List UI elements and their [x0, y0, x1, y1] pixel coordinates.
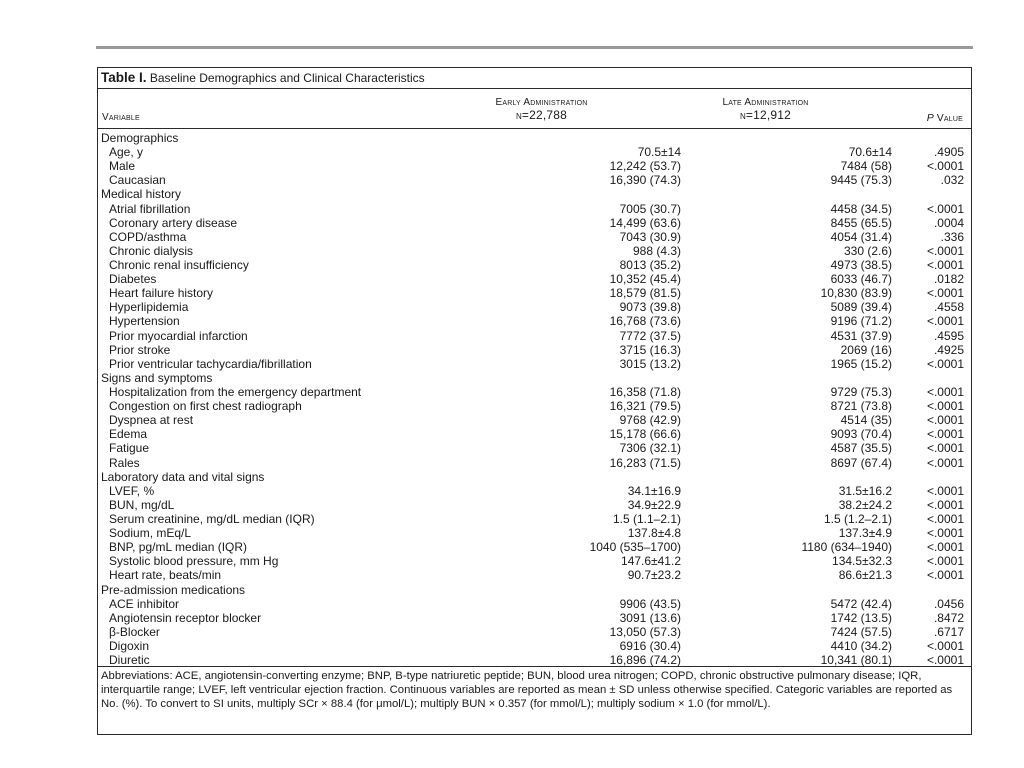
- late-value: 9196 (71.2): [830, 314, 892, 329]
- row-label: Fatigue: [109, 441, 150, 456]
- row-label: BUN, mg/dL: [109, 497, 175, 512]
- row-label: Laboratory data and vital signs: [101, 469, 265, 484]
- table-row: [98, 639, 971, 653]
- table-row: [98, 441, 971, 455]
- row-label: LVEF, %: [109, 483, 155, 498]
- late-value: 137.3±4.9: [838, 526, 892, 541]
- row-label: Atrial fibrillation: [109, 201, 191, 216]
- late-value: 8455 (65.5): [830, 215, 892, 230]
- late-value: 5089 (39.4): [830, 300, 892, 315]
- early-value: 3015 (13.2): [619, 356, 681, 371]
- early-value: 16,768 (73.6): [609, 314, 681, 329]
- p-value: .4905: [933, 145, 964, 160]
- row-label: Age, y: [109, 145, 144, 160]
- header-late: [688, 96, 843, 122]
- header-late-label: Late Administration: [722, 97, 809, 108]
- early-value: 7005 (30.7): [619, 201, 681, 216]
- table-row: [98, 653, 971, 667]
- late-value: 7484 (58): [840, 159, 892, 174]
- p-value: .0004: [933, 215, 964, 230]
- p-value: .8472: [933, 610, 964, 625]
- late-value: 86.6±21.3: [838, 568, 892, 583]
- header-p-letter: P: [926, 112, 934, 124]
- early-value: 9768 (42.9): [619, 413, 681, 428]
- early-value: 34.9±22.9: [627, 497, 681, 512]
- row-label: Angiotensin receptor blocker: [109, 610, 262, 625]
- table-row: [98, 498, 971, 512]
- late-value: 7424 (57.5): [830, 624, 892, 639]
- p-value: <.0001: [926, 356, 964, 371]
- table-body: [98, 129, 971, 667]
- row-label: Heart rate, beats/min: [109, 568, 222, 583]
- section-row: [98, 583, 971, 597]
- late-value: 4973 (38.5): [830, 257, 892, 272]
- header-early: [464, 96, 619, 122]
- row-label: Diabetes: [109, 272, 157, 287]
- p-value: <.0001: [926, 554, 964, 569]
- early-value: 7772 (37.5): [619, 328, 681, 343]
- row-label: Chronic dialysis: [109, 243, 194, 258]
- early-value: 8013 (35.2): [619, 257, 681, 272]
- table-row: [98, 611, 971, 625]
- early-value: 988 (4.3): [632, 243, 681, 258]
- early-value: 16,896 (74.2): [609, 653, 681, 668]
- p-value: <.0001: [926, 314, 964, 329]
- late-value: 4410 (34.2): [830, 638, 892, 653]
- row-label: Prior myocardial infarction: [109, 328, 248, 343]
- top-rule: [96, 46, 973, 49]
- row-label: Diuretic: [109, 653, 150, 668]
- row-label: Coronary artery disease: [109, 215, 238, 230]
- late-value: 1742 (13.5): [830, 610, 892, 625]
- p-value: .4558: [933, 300, 964, 315]
- late-value: 9093 (70.4): [830, 427, 892, 442]
- early-value: 34.1±16.9: [627, 483, 681, 498]
- p-value: .0182: [933, 272, 964, 287]
- row-label: Congestion on first chest radiograph: [109, 399, 302, 414]
- row-label: β-Blocker: [109, 624, 160, 639]
- section-row: [98, 187, 971, 201]
- late-value: 5472 (42.4): [830, 596, 892, 611]
- row-label: Demographics: [101, 131, 179, 145]
- early-value: 7306 (32.1): [619, 441, 681, 456]
- early-value: 10,352 (45.4): [609, 272, 681, 287]
- early-value: 13,050 (57.3): [609, 624, 681, 639]
- early-value: 9073 (39.8): [619, 300, 681, 315]
- early-value: 16,321 (79.5): [609, 399, 681, 414]
- row-label: Serum creatinine, mg/dL median (IQR): [109, 511, 315, 526]
- table-row: [98, 427, 971, 441]
- p-value: .4595: [933, 328, 964, 343]
- table-row: [98, 484, 971, 498]
- row-label: Hypertension: [109, 314, 180, 329]
- late-value: 70.6±14: [848, 145, 892, 160]
- header-p-rest: Value: [936, 112, 963, 124]
- early-value: 15,178 (66.6): [609, 427, 681, 442]
- p-value: <.0001: [926, 257, 964, 272]
- p-value: .0456: [933, 596, 964, 611]
- row-label: Signs and symptoms: [101, 370, 213, 385]
- table-row: [98, 526, 971, 540]
- table-title: [98, 68, 971, 89]
- table-row: [98, 173, 971, 187]
- p-value: <.0001: [926, 399, 964, 414]
- row-label: COPD/asthma: [109, 229, 187, 244]
- early-value: 16,390 (74.3): [609, 173, 681, 188]
- p-value: .4925: [933, 342, 964, 357]
- table-footnote: Abbreviations: ACE, angiotensin-converting enzyme; BNP, B-type natriuretic peptide; BUN, blood urea nitrogen; COPD, chronic obstructive pulmonary disease; IQR, interquartile range; LVEF, left ventricular ejection fraction. Continuous variables are reported as mean ± SD unless otherwise specified. Categoric variables are reported as No. (%). To convert to SI units, multiply SCr × 88.4 (for μmol/L); multiply BUN × 0.357 (for mmol/L); multiply sodium × 1.0 (for mmol/L).: [101, 670, 953, 711]
- row-label: Hospitalization from the emergency department: [109, 384, 362, 399]
- late-value: 134.5±32.3: [832, 554, 892, 569]
- row-label: Heart failure history: [109, 286, 214, 301]
- p-value: <.0001: [926, 483, 964, 498]
- p-value: <.0001: [926, 243, 964, 258]
- table-row: [98, 625, 971, 639]
- late-value: 9445 (75.3): [830, 173, 892, 188]
- table-row: [98, 216, 971, 230]
- late-value: 10,341 (80.1): [820, 653, 892, 668]
- table-row: [98, 145, 971, 159]
- late-value: 10,830 (83.9): [820, 286, 892, 301]
- p-value: <.0001: [926, 653, 964, 668]
- table-row: [98, 244, 971, 258]
- row-label: Sodium, mEq/L: [109, 526, 192, 541]
- table-row: [98, 456, 971, 470]
- early-value: 14,499 (63.6): [609, 215, 681, 230]
- early-value: 18,579 (81.5): [609, 286, 681, 301]
- early-value: 70.5±14: [637, 145, 681, 160]
- late-value: 1.5 (1.2–2.1): [823, 511, 892, 526]
- table-row: [98, 202, 971, 216]
- table-row: [98, 230, 971, 244]
- early-value: 3715 (16.3): [619, 342, 681, 357]
- late-value: 1180 (634–1940): [801, 540, 892, 555]
- table-caption: Baseline Demographics and Clinical Characteristics: [149, 71, 425, 85]
- row-label: Hyperlipidemia: [109, 300, 189, 315]
- early-value: 16,283 (71.5): [609, 455, 681, 470]
- p-value: <.0001: [926, 384, 964, 399]
- table-row: [98, 272, 971, 286]
- table-row: [98, 413, 971, 427]
- row-label: Male: [109, 159, 136, 174]
- p-value: <.0001: [926, 286, 964, 301]
- row-label: ACE inhibitor: [109, 596, 180, 611]
- table-row: [98, 540, 971, 554]
- p-value: <.0001: [926, 568, 964, 583]
- row-label: Pre-admission medications: [101, 582, 246, 597]
- header-p-value: [927, 112, 963, 124]
- late-value: 31.5±16.2: [838, 483, 892, 498]
- table-row: [98, 399, 971, 413]
- table-number: Table I.: [101, 70, 147, 85]
- early-value: 9906 (43.5): [619, 596, 681, 611]
- table-row: [98, 597, 971, 611]
- row-label: Rales: [109, 455, 140, 470]
- early-value: 16,358 (71.8): [609, 384, 681, 399]
- header-early-label: Early Administration: [495, 97, 588, 108]
- header-early-n: n=22,788: [515, 108, 568, 122]
- early-value: 12,242 (53.7): [609, 159, 681, 174]
- p-value: <.0001: [926, 511, 964, 526]
- table-row: [98, 286, 971, 300]
- p-value: <.0001: [926, 526, 964, 541]
- row-label: Systolic blood pressure, mm Hg: [109, 554, 279, 569]
- early-value: 147.6±41.2: [621, 554, 681, 569]
- table-row: [98, 300, 971, 314]
- early-value: 137.8±4.8: [627, 526, 681, 541]
- p-value: <.0001: [926, 441, 964, 456]
- section-row: [98, 470, 971, 484]
- late-value: 4514 (35): [840, 413, 892, 428]
- early-value: 1.5 (1.1–2.1): [612, 511, 681, 526]
- row-label: BNP, pg/mL median (IQR): [109, 540, 248, 555]
- row-label: Edema: [109, 427, 148, 442]
- p-value: <.0001: [926, 159, 964, 174]
- late-value: 1965 (15.2): [830, 356, 892, 371]
- p-value: <.0001: [926, 455, 964, 470]
- row-label: Prior ventricular tachycardia/fibrillation: [109, 356, 312, 371]
- p-value: <.0001: [926, 497, 964, 512]
- row-label: Chronic renal insufficiency: [109, 257, 249, 272]
- section-row: [98, 371, 971, 385]
- late-value: 9729 (75.3): [830, 384, 892, 399]
- late-value: 4054 (31.4): [830, 229, 892, 244]
- late-value: 2069 (16): [840, 342, 892, 357]
- table-row: [98, 159, 971, 173]
- section-row: [98, 131, 971, 145]
- p-value: .336: [940, 229, 964, 244]
- p-value: <.0001: [926, 540, 964, 555]
- row-label: Prior stroke: [109, 342, 171, 357]
- table-row: [98, 554, 971, 568]
- table-row: [98, 314, 971, 328]
- early-value: 90.7±23.2: [627, 568, 681, 583]
- p-value: .032: [940, 173, 964, 188]
- early-value: 1040 (535–1700): [589, 540, 681, 555]
- table-row: [98, 258, 971, 272]
- late-value: 4587 (35.5): [830, 441, 892, 456]
- table-row: [98, 512, 971, 526]
- late-value: 6033 (46.7): [830, 272, 892, 287]
- late-value: 4531 (37.9): [830, 328, 892, 343]
- table-row: [98, 343, 971, 357]
- row-label: Medical history: [101, 187, 182, 202]
- row-label: Dyspnea at rest: [109, 413, 194, 428]
- table-header: [98, 89, 971, 129]
- row-label: Digoxin: [109, 638, 150, 653]
- p-value: <.0001: [926, 201, 964, 216]
- row-label: Caucasian: [109, 173, 166, 188]
- p-value: .6717: [933, 624, 964, 639]
- table-row: [98, 568, 971, 582]
- early-value: 3091 (13.6): [619, 610, 681, 625]
- table-row: [98, 385, 971, 399]
- late-value: 330 (2.6): [843, 243, 892, 258]
- p-value: <.0001: [926, 638, 964, 653]
- early-value: 7043 (30.9): [619, 229, 681, 244]
- table-row: [98, 357, 971, 371]
- late-value: 8721 (73.8): [830, 399, 892, 414]
- header-late-n: n=12,912: [739, 108, 792, 122]
- late-value: 38.2±24.2: [838, 497, 892, 512]
- early-value: 6916 (30.4): [619, 638, 681, 653]
- late-value: 8697 (67.4): [830, 455, 892, 470]
- header-variable: Variable: [102, 112, 140, 123]
- table-row: [98, 329, 971, 343]
- late-value: 4458 (34.5): [830, 201, 892, 216]
- table-frame: [97, 67, 972, 735]
- p-value: <.0001: [926, 413, 964, 428]
- p-value: <.0001: [926, 427, 964, 442]
